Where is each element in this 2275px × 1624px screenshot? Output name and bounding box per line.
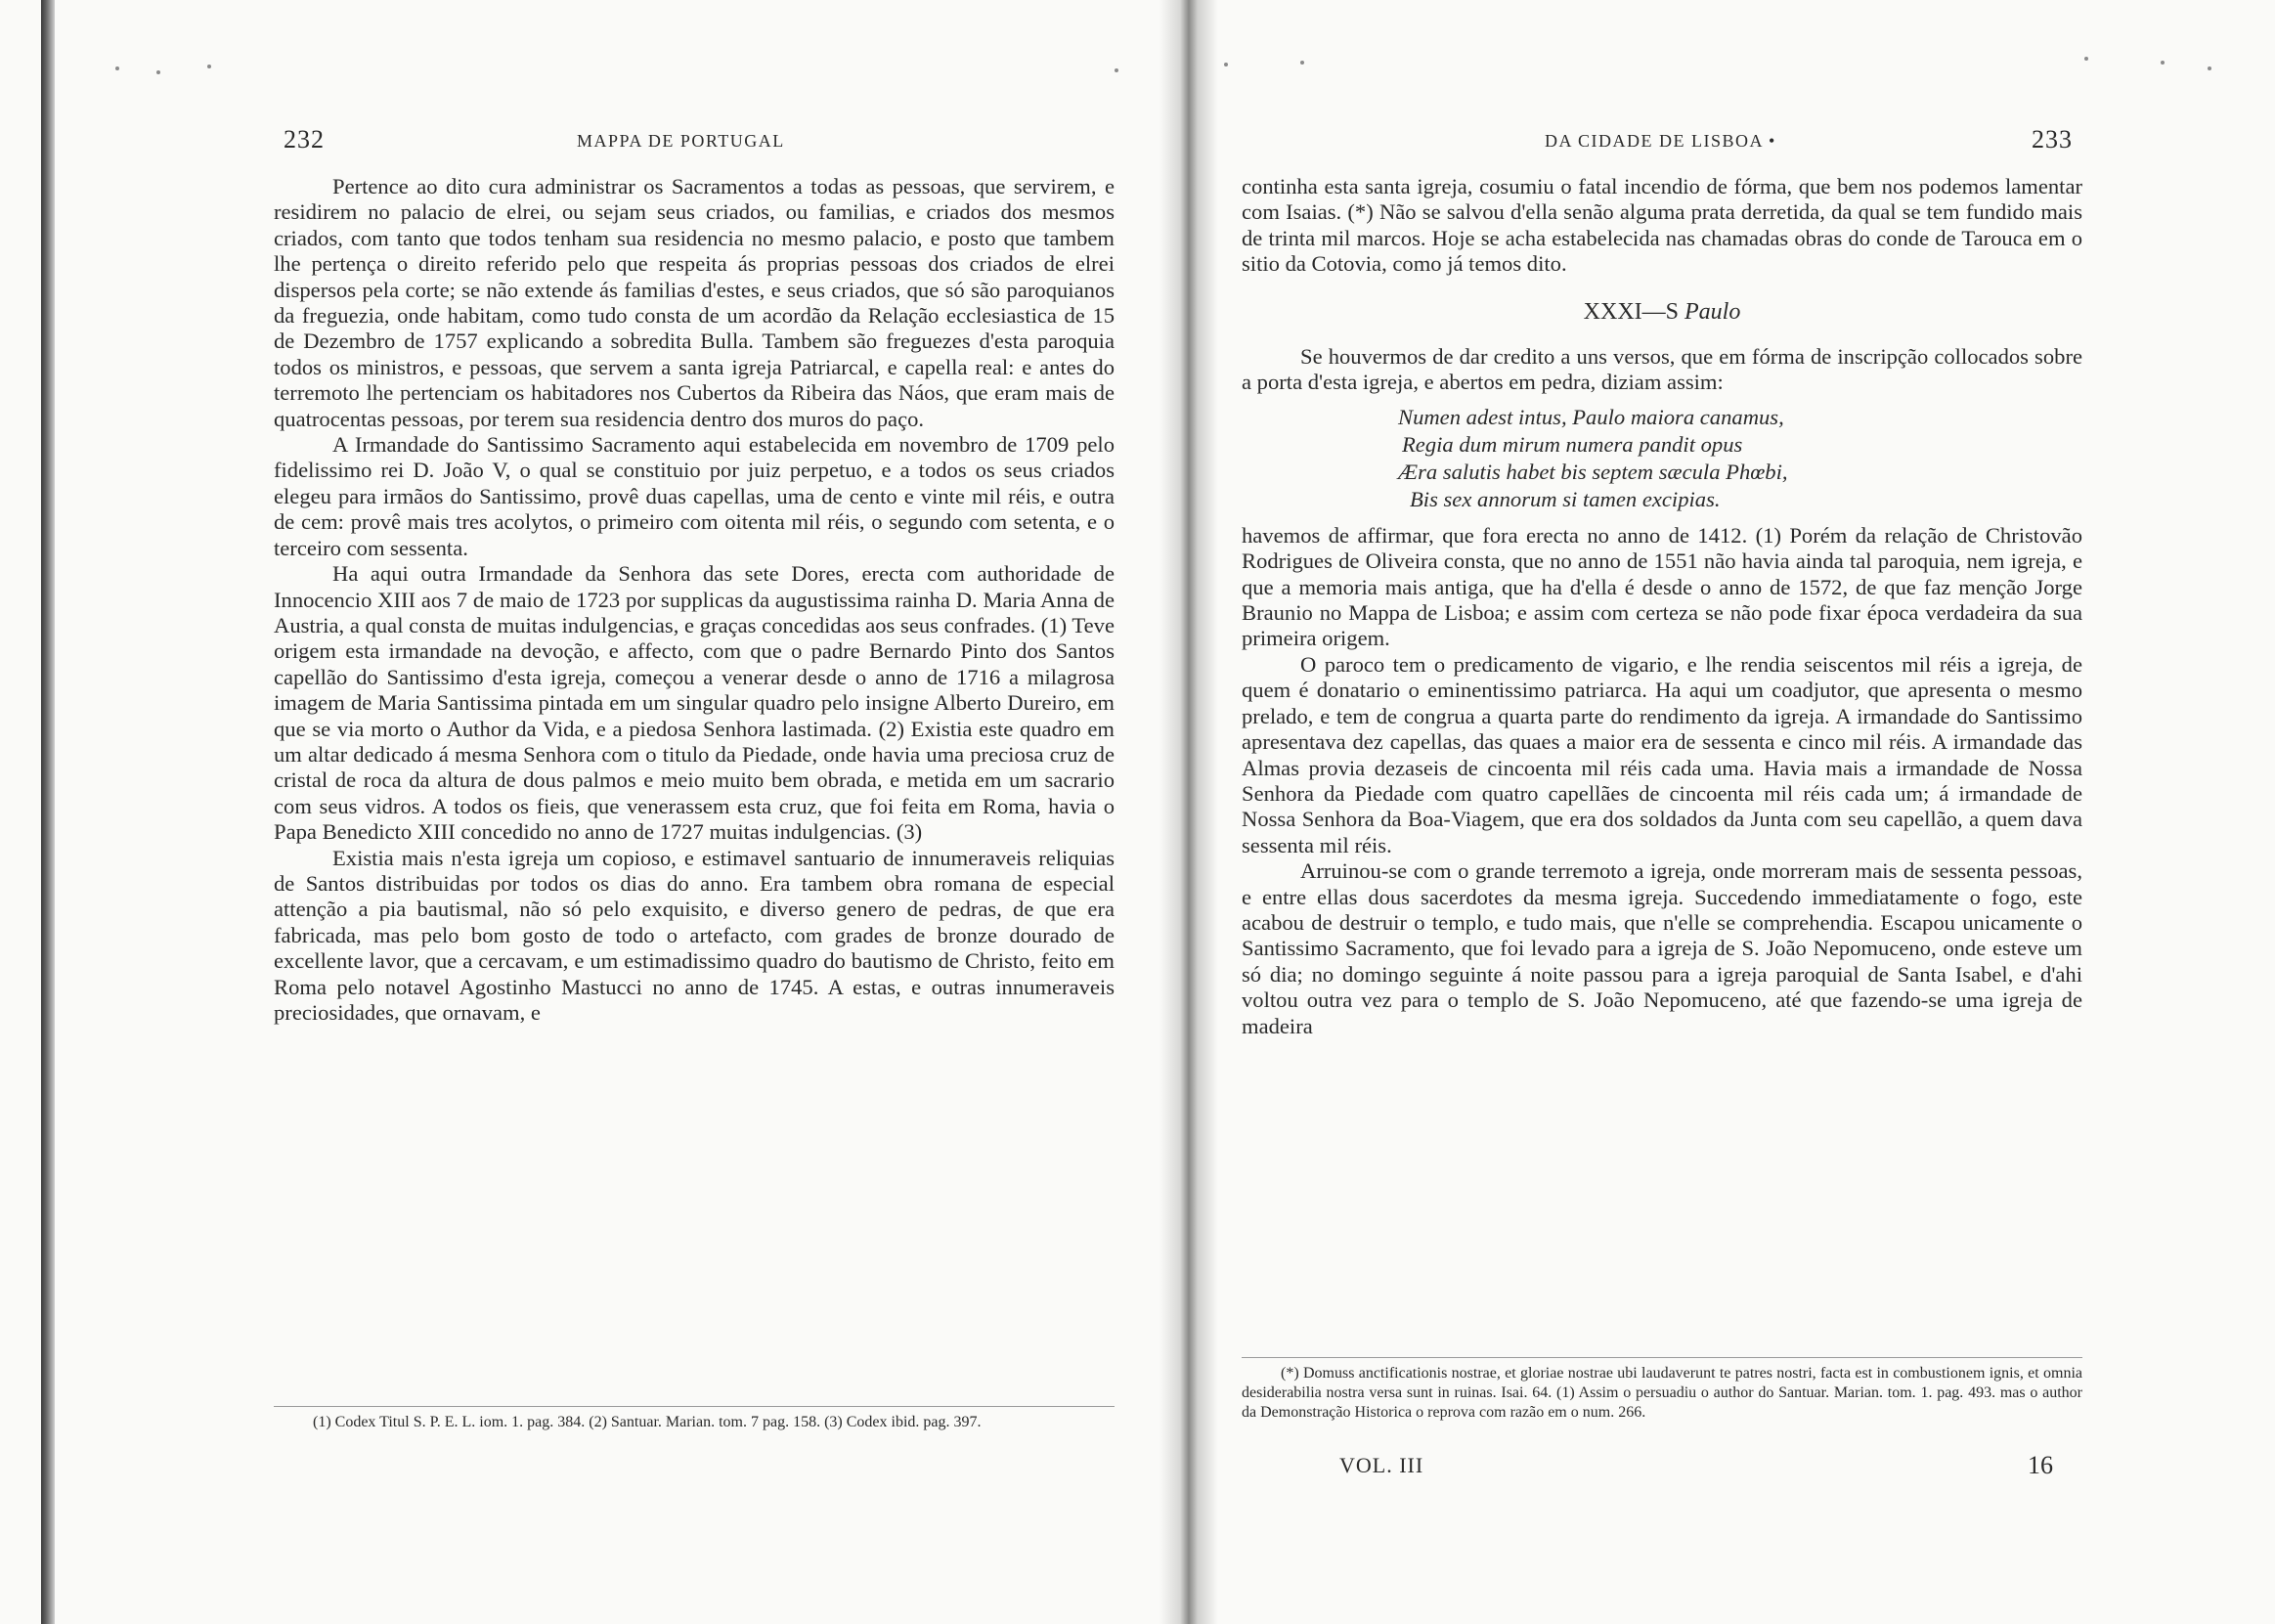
footnote-rule — [1242, 1357, 2082, 1358]
left-page — [274, 0, 1115, 1624]
signature-number: 16 — [2028, 1451, 2053, 1479]
scan-speck — [1115, 68, 1118, 72]
running-title: MAPPA DE PORTUGAL — [577, 131, 785, 151]
section-heading — [1242, 299, 2082, 325]
running-title: DA CIDADE DE LISBOA • — [1545, 131, 1776, 151]
footnote-text: (*) Domuss anctificationis nostrae, et gloriae nostrae ubi laudaverunt te patres nostri, facta est in combustionem ignis, et omnia desiderabilia nostra versa sunt in ruinas. Isai. 64. (1) Assim o persuadiu o author do Santuar. Marian. tom. 1. pag. 493. mas o author da Demonstração Historica o reprova com razão em o num. 266. — [1242, 1365, 2082, 1421]
verse-line: Numen adest intus, Paulo maiora canamus, — [1398, 404, 1784, 429]
page-number: 232 — [284, 125, 325, 154]
inscription-verse — [1242, 404, 2082, 513]
verse-line: Regia dum mirum numera pandit opus — [1402, 431, 1743, 457]
scan-speck — [115, 66, 119, 70]
scan-edge-shadow — [41, 0, 55, 1624]
paragraph: Arruinou-se com o grande terremoto a igreja, onde morreram mais de sessenta pessoas, e entre ellas dous sacerdotes da mesma igreja. Succedendo immediatamente o fogo, este acabou de destruir o templo, e tudo mais, que n'elle se comprehendia. Escapou unicamente o Santissimo Sacramento, que foi levado para a igreja de S. João Nepomuceno, onde esteve um só dia; no domingo seguinte á noite passou para a igreja paroquial de Santa Isabel, e d'ahi voltou outra vez para o templo de S. João Nepomuceno, até que fazendo-se uma igreja de madeira — [1242, 858, 2082, 1038]
paragraph: Ha aqui outra Irmandade da Senhora das sete Dores, erecta com authoridade de Innocencio XIII aos 7 de maio de 1723 por supplicas da augustissima rainha D. Maria Anna de Austria, a qual consta de muitas indulgencias, e graças concedidas aos seus confrades. (1) Teve origem esta irmandade na devoção, e affecto, com que o padre Bernardo Pinto dos Santos capellão do Santissimo d'esta igreja, começou a venerar desde o anno de 1716 a milagrosa imagem de Maria Santissima pintada em um singular quadro pelo insigne Alberto Dureiro, em que se via morto o Author da Vida, e a piedosa Senhora lastimada. (2) Existia este quadro em um altar dedicado á mesma Senhora com o titulo da Piedade, onde havia uma preciosa cruz de cristal de roca da altura de dous palmos e meio muito bem obrada, e metida em um sacrario com seus vidros. A todos os fieis, que venerassem esta cruz, que foi feita em Roma, havia o Papa Benedicto XIII concedido no anno de 1727 muitas indulgencias. (3) — [274, 561, 1115, 845]
right-page — [1242, 0, 2082, 1624]
paragraph: Existia mais n'esta igreja um copioso, e estimavel santuario de innumeraveis reliquias de Santos distribuidas por todos os dias do anno. Era tambem obra romana de especial attenção a pia bautismal, não só pelo exquisito, e diverso genero de pedras, de que era fabricada, mas pelo bom gosto de todo o artefacto, com grades de bronze dourado de excellente lavor, que a cercavam, e um estimadissimo quadro do bautismo de Christo, feito em Roma pelo notavel Agostinho Mastucci no anno de 1745. A estas, e outras innumeraveis preciosidades, que ornavam, e — [274, 845, 1115, 1025]
right-page-body — [1242, 174, 2082, 1039]
paragraph: continha esta santa igreja, cosumiu o fatal incendio de fórma, que bem nos podemos lamentar com Isaias. (*) Não se salvou d'ella senão alguma prata derretida, da qual se tem fundido mais de trinta mil marcos. Hoje se acha estabelecida nas chamadas obras do conde de Tarouca em o sitio da Cotovia, como já temos dito. — [1242, 174, 2082, 277]
section-number: XXXI—S — [1583, 298, 1679, 325]
scan-speck — [207, 65, 211, 68]
scan-speck — [1224, 63, 1228, 66]
right-page-header — [1242, 125, 2082, 164]
footnote-text: (1) Codex Titul S. P. E. L. iom. 1. pag. 384. (2) Santuar. Marian. tom. 7 pag. 158. (3) Codex ibid. pag. 397. — [313, 1414, 982, 1430]
scan-speck — [2084, 57, 2088, 61]
scan-speck — [2161, 61, 2165, 65]
left-page-header — [274, 125, 1115, 164]
verse-line: Æra salutis habet bis septem sæcula Phœbi, — [1398, 459, 1788, 484]
left-page-body — [274, 174, 1115, 1026]
signature-mark: VOL. III — [1339, 1453, 1424, 1477]
page-number: 233 — [2032, 125, 2073, 154]
scan-speck — [156, 70, 160, 74]
paragraph: havemos de affirmar, que fora erecta no anno de 1412. (1) Porém da relação de Christovão Rodrigues de Oliveira consta, que no anno de 1551 não havia ainda tal paroquia, nem igreja, e que a memoria mais antiga, que ha d'ella é desde o anno de 1572, de que faz menção Jorge Braunio no Mappa de Lisboa; e assim com certeza se não pode fixar época verdadeira da sua primeira origem. — [1242, 522, 2082, 651]
footnote-rule — [274, 1406, 1115, 1407]
paragraph: Pertence ao dito cura administrar os Sacramentos a todas as pessoas, que servirem, e residirem no palacio de elrei, ou sejam seus criados, ou familias, e criados dos mesmos criados, com tanto que todos tenham sua residencia no mesmo palacio, e posto que tambem lhe pertença o direito referido pelo que respeita ás proprias pessoas dos criados de elrei dispersos pela corte; se não extende ás familias d'estes, e seus criados, que só são paroquianos da freguezia, onde habitam, como tudo consta de um acordão da Relação ecclesiastica de 15 de Dezembro de 1757 explicando a sobredita Bulla. Tambem são freguezes d'esta paroquia todos os ministros, e pessoas, que servem a santa igreja Patriarcal, e capella real: e antes do terremoto lhe pertenciam os habitadores nos Cubertos da Ribeira das Náos, que eram mais de quatrocentas pessoas, por terem sua residencia dentro dos muros do paço. — [274, 174, 1115, 431]
paragraph: A Irmandade do Santissimo Sacramento aqui estabelecida em novembro de 1709 pelo fidelissimo rei D. João V, o qual se constituio por juiz perpetuo, e a todos os seus criados elegeu para irmãos do Santissimo, provê duas capellas, uma de cento e vinte mil réis, e outra de cem: provê mais tres acolytos, o primeiro com oitenta mil réis, o segundo com setenta, e o terceiro com sessenta. — [274, 432, 1115, 560]
left-footnotes — [274, 1406, 1115, 1432]
book-gutter — [1159, 0, 1218, 1624]
verse-line: Bis sex annorum si tamen excipias. — [1410, 486, 1721, 511]
paragraph: O paroco tem o predicamento de vigario, e lhe rendia seiscentos mil réis a igreja, de quem é donatario o eminentissimo patriarca. Ha aqui um coadjutor, que apresenta o mesmo prelado, e tem de congrua a quarta parte do rendimento da igreja. A irmandade do Santissimo apresentava dez capellas, das quaes a maior era de sessenta e cinco mil réis. A irmandade das Almas provia dezaseis de cincoenta mil réis cada uma. Havia mais a irmandade de Nossa Senhora da Piedade com quatro capellães de cincoenta mil réis cada um; á irmandade de Nossa Senhora da Boa-Viagem, que era dos soldados da Junta com seu capellão, a quem dava sessenta mil réis. — [1242, 651, 2082, 857]
right-footnotes — [1242, 1357, 2082, 1423]
scan-speck — [2208, 66, 2211, 70]
paragraph: Se houvermos de dar credito a uns versos, que em fórma de inscripção collocados sobre a porta d'esta igreja, e abertos em pedra, diziam assim: — [1242, 344, 2082, 395]
section-name: Paulo — [1684, 298, 1741, 325]
